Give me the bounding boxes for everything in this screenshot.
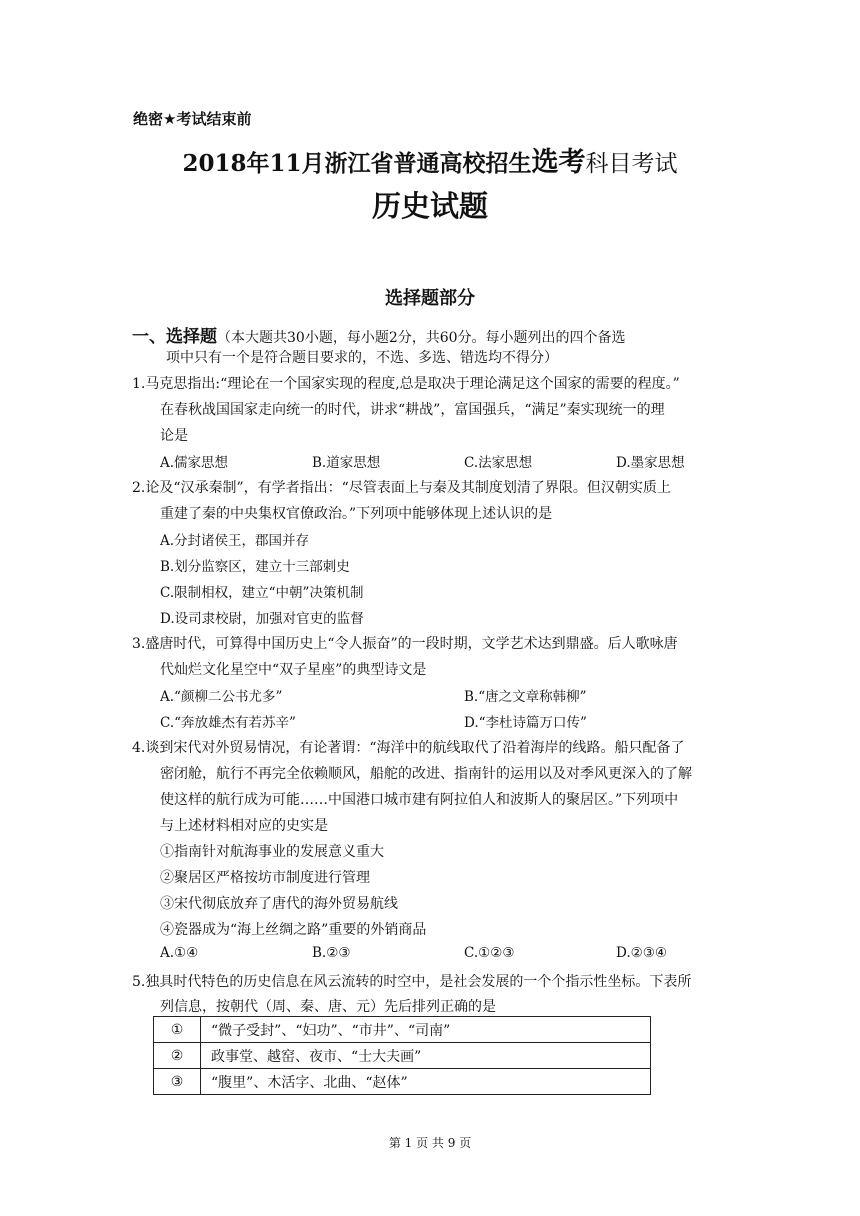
q4-stem-line2: 密闭舱，航行不再完全依赖顺风，船舵的改进、指南针的运用以及对季风更深入的了解 — [160, 766, 692, 782]
table-row-text: “腹里”、木活字、北曲、“赵体” — [201, 1069, 651, 1095]
q4-option-d: D.②③④ — [616, 945, 667, 961]
q4-statement-4: ④瓷器成为“海上丝绸之路”重要的外销商品 — [160, 922, 427, 938]
q1-stem-line3: 论是 — [160, 428, 188, 444]
q1-stem-line2: 在春秋战国国家走向统一的时代，讲求“耕战”，富国强兵，“满足”秦实现统一的理 — [160, 402, 665, 418]
q2-stem-line2: 重建了秦的中央集权官僚政治。”下列项中能够体现上述认识的是 — [160, 506, 553, 522]
q2-stem-line1: 2.论及“汉承秦制”，有学者指出：“尽管表面上与秦及其制度划清了界限。但汉朝实质上 — [132, 480, 671, 496]
q5-info-table — [153, 1016, 651, 1095]
table-row-text: “微子受封”、“妇功”、“市井”、“司南” — [201, 1017, 651, 1043]
table-row-number: ② — [154, 1043, 201, 1069]
exam-title-part2: 科目考试 — [585, 151, 678, 177]
q3-option-b: B.“唐之文章称韩柳” — [464, 689, 587, 705]
instruction — [132, 322, 626, 347]
table-row — [154, 1043, 651, 1069]
q4-stem-line3: 使这样的航行成为可能……中国港口城市建有阿拉伯人和波斯人的聚居区。”下列项中 — [160, 792, 679, 808]
q1-option-b: B.道家思想 — [312, 455, 381, 471]
q4-statement-2: ②聚居区严格按坊市制度进行管理 — [160, 870, 370, 886]
q3-option-d: D.“李杜诗篇万口传” — [464, 715, 587, 731]
q2-option-a: A.分封诸侯王，郡国并存 — [160, 533, 310, 549]
confidential-mark: 绝密★考试结束前 — [133, 110, 252, 128]
q4-option-c: C.①②③ — [464, 945, 515, 961]
q1-stem-line1: 1.马克思指出:“理论在一个国家实现的程度,总是取决于理论满足这个国家的需要的程度。” — [132, 376, 680, 392]
q1-option-c: C.法家思想 — [464, 455, 533, 471]
q2-option-d: D.设司隶校尉，加强对官吏的监督 — [160, 611, 364, 627]
q4-option-b: B.②③ — [312, 945, 351, 961]
q4-statement-3: ③宋代彻底放弃了唐代的海外贸易航线 — [160, 896, 398, 912]
table-row-text: 政事堂、越窑、夜市、“士大夫画” — [201, 1043, 651, 1069]
q4-stem-line1: 4.谈到宋代对外贸易情况，有论著谓：“海洋中的航线取代了沿着海岸的线路。船只配备了 — [132, 740, 685, 756]
exam-title-highlight: 选考 — [531, 147, 586, 178]
q2-option-c: C.限制相权，建立“中朝”决策机制 — [160, 585, 364, 601]
q3-option-a: A.“颜柳二公书尤多” — [160, 689, 283, 705]
subject-title: 历史试题 — [371, 189, 488, 223]
table-row — [154, 1017, 651, 1043]
q5-stem-line2: 列信息，按朝代（周、秦、唐、元）先后排列正确的是 — [160, 999, 496, 1015]
table-row — [154, 1069, 651, 1095]
q4-stem-line4: 与上述材料相对应的史实是 — [160, 818, 328, 834]
instruction-heading: 一、选择题 — [132, 327, 217, 347]
table-row-number: ③ — [154, 1069, 201, 1095]
instruction-line1: （本大题共30小题，每小题2分，共60分。每小题列出的四个备选 — [217, 330, 626, 346]
q3-option-c: C.“奔放雄杰有若苏辛” — [160, 715, 296, 731]
q3-stem-line2: 代灿烂文化星空中“双子星座”的典型诗文是 — [160, 662, 427, 678]
q4-option-a: A.①④ — [160, 945, 199, 961]
instruction-line2: 项中只有一个是符合题目要求的，不选、多选、错选均不得分） — [166, 350, 558, 366]
table-row-number: ① — [154, 1017, 201, 1043]
page-footer: 第 1 页 共 9 页 — [388, 1136, 472, 1150]
q5-stem-line1: 5.独具时代特色的历史信息在风云流转的时空中，是社会发展的一个个指示性坐标。下表所 — [132, 974, 692, 990]
exam-title — [0, 140, 860, 179]
q1-option-a: A.儒家思想 — [160, 455, 229, 471]
q2-option-b: B.划分监察区，建立十三部刺史 — [160, 559, 350, 575]
q4-statement-1: ①指南针对航海事业的发展意义重大 — [160, 844, 384, 860]
q1-option-d: D.墨家思想 — [616, 455, 685, 471]
q3-stem-line1: 3.盛唐时代，可算得中国历史上“令人振奋”的一段时期，文学艺术达到鼎盛。后人歌咏唐 — [132, 636, 678, 652]
section-title: 选择题部分 — [385, 288, 475, 309]
exam-title-part1: 2018年11月浙江省普通高校招生 — [182, 150, 532, 177]
